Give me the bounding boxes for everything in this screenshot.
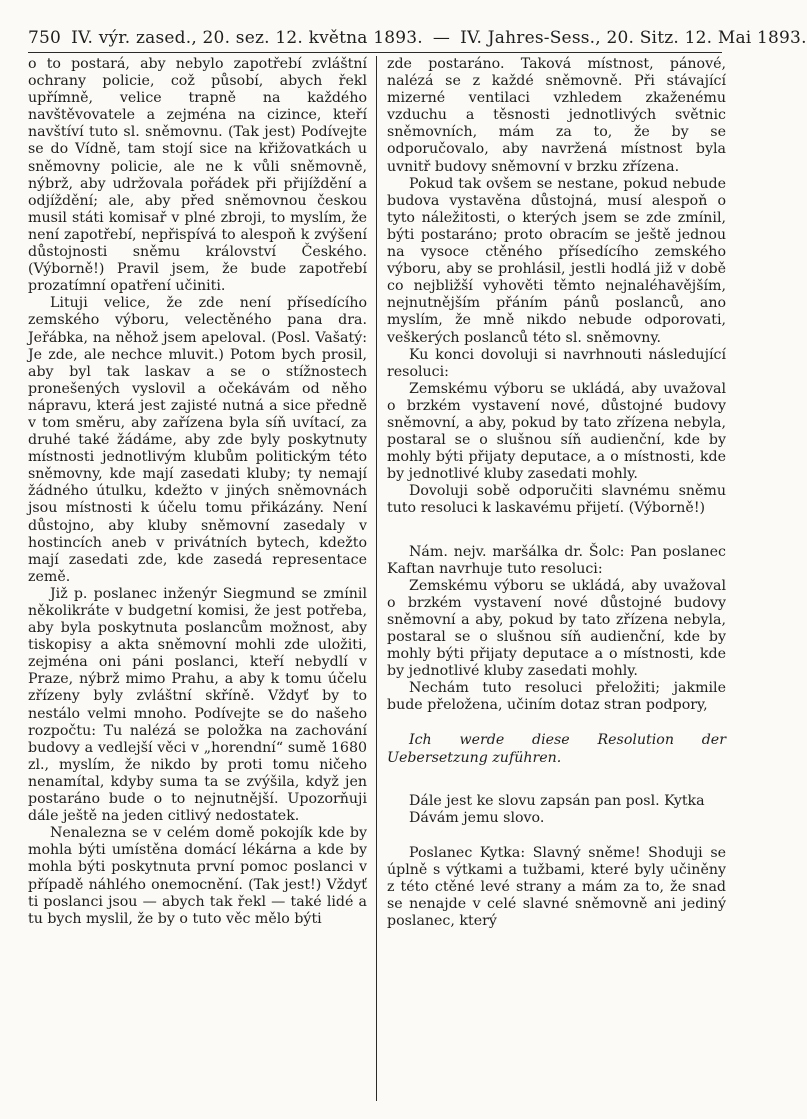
header-german-ref: IV. Jahres-Sess., 20. Sitz. 12. Mai 1893. <box>460 28 807 48</box>
header-czech-ref: IV. výr. zased., 20. sez. 12. května 1893. <box>71 28 423 48</box>
spacer <box>387 827 726 845</box>
paragraph: Lituji velice, že zde není přísedícího zemského výboru, velectěného pana dra. Jeřábka, na něhož jsem apeloval. (Posl. Vašatý: Je zde, ale nechce mluvit.) Potom bych prosil, aby byl tak laskav a se o stížnostech pronešených vyslovil a očekávám od něho nápravu, která jest zajisté nutná a sice předně v tom směru, aby zařízena byla síň uvítací, za druhé také žádáme, aby zde byly poskytnuty místnosti jednotlivým klubům politickým této sněmovny, kde mají zasedati kluby; ty nemají žádného útulku, kdežto v jiných sněmovnách jsou místnosti k účelu tomu přikázány. Není důstojno, aby kluby sněmovní zasedaly v hostincích aneb v privátních bytech, kdežto mají zasedati zde, kde zasedá representace země. <box>28 295 367 585</box>
german-sentence: Ich werde diese Resolution der Uebersetzung zuführen. <box>387 732 726 766</box>
paragraph: Ku konci dovoluji si navrhnouti následující resoluci: <box>387 346 726 380</box>
right-column <box>377 56 726 1101</box>
text-columns <box>28 56 726 1101</box>
paragraph: Dále jest ke slovu zapsán pan posl. Kytka <box>409 792 705 809</box>
paragraph: Již p. poslanec inženýr Siegmund se zmínil několikráte v budgetní komisi, že jest potřeba, aby byla poskytnuta poslancům možnost, aby tiskopisy a akta sněmovní mohli zde uložiti, zejména oni páni poslanci, kteří nebydlí v Praze, nýbrž mimo Prahu, a aby k tomu účelu zřízeny byly zvláštní skříně. Vždyť by to nestálo velmi mnoho. Podívejte se do našeho rozpočtu: Tu nalézá se položka na zachování budovy a vedlejší věci v „horendní“ sumě 1680 zl., myslím, že nikdo by proti tomu ničeho nenamítal, kdyby suma ta se zvýšila, když jen postaráno bude o to nejnutnější. Upozorňuji dále ještě na jeden citlivý nedostatek. <box>28 585 367 825</box>
page-header <box>28 14 807 53</box>
paragraph: Nechám tuto resoluci přeložiti; jakmile bude přeložena, učiním dotaz stran podpory, <box>387 680 726 714</box>
paragraph: o to postará, aby nebylo zapotřebí zvláštní ochrany policie, což působí, abych řekl upřímně, velice trapně na každého navštěvovatele a zejména na cizince, kteří navštíví tuto sl. sněmovnu. (Tak jest) Podívejte se do Vídně, tam stojí sice na křižovatkách u sněmovny policie, ale ne k vůli sněmovně, nýbrž, aby udržovala pořádek při přijíždění a odjíždění; ale, aby před sněmovnou českou musil státi komisař v plné zbroji, to myslím, že není zapotřebí, nepřispívá to alespoň k zvýšení důstojnosti sněmu království Českého. (Výborně!) Pravil jsem, že bude zapotřebí prozatímní opatření učiniti. <box>28 56 367 295</box>
paragraph: Nenalezna se v celém domě pokojík kde by mohla býti umístěna domácí lékárna a kde by mohla býti poskytnuta první pomoc poslanci v případě náhlého onemocnění. (Tak jest!) Vždyť ti poslanci jsou — abych tak řekl — také lidé a tu bych myslil, že by o tuto věc mělo býti <box>28 825 367 927</box>
page-number: 750 <box>28 28 62 48</box>
speaker-paragraph: Poslanec Kytka: Slavný sněme! Shoduji se úplně s výtkami a tužbami, které byly učiněny z této ctěné levé strany a mám za to, že snad se nenajde v celé slavné sněmovně ani jediný poslanec, který <box>387 844 726 930</box>
resolution-text: Zemskému výboru se ukládá, aby uvažoval o brzkém vystavení nové, důstojné budovy sněmovní, a aby, pokud by tato zřízena nebyla, postaral se o slušnou síň audienční, kde by mohly býti přijaty deputace, a o místnosti, kde by jednotlivé kluby zasedati mohly. <box>387 380 726 483</box>
spacer <box>387 714 726 732</box>
spacer <box>387 767 726 793</box>
paragraph: Dovoluji sobě odporučiti slavnému sněmu tuto resoluci k laskavému přijetí. (Výborně!) <box>387 483 726 517</box>
left-column <box>28 56 376 1101</box>
resolution-text: Zemskému výboru se ukládá, aby uvažoval o brzkém vystavení nové důstojné budovy sněmovní a aby, pokud by tato zřízena nebyla, postaral se o slušnou síň audienční, kde by mohly býti přijaty deputace a o místnosti, kde by jednotlivé kluby zasedati mohly. <box>387 577 726 680</box>
paragraph: Pokud tak ovšem se nestane, pokud nebude budova vystavěna důstojná, musí alespoň o tyto náležitosti, o kterých jsem se zde zmínil, býti postaráno; proto obracím se ještě jednou na vysoce ctěného přísedícího zemského výboru, aby se prohlásil, jestli hodlá již v době co nejbližší vyhověti těmto nejnaléhavějším, nejnutnějším přáním pánů poslanců, ano myslím, že mně nikdo nebude odporovati, veškerých poslanců této sl. sněmovny. <box>387 175 726 346</box>
paragraph: Dávám jemu slovo. <box>409 809 545 826</box>
paragraph: zde postaráno. Taková místnost, pánové, nalézá se z každé sněmovně. Při stávající mizerné ventilaci vzhledem zkaženému vzduchu a těsnosti jednotlivých světnic sněmovních, mám za to, že by se odporučovalo, aby navržená místnost byla uvnitř budovy sněmovní v brzku zřízena. <box>387 56 726 175</box>
header-dash: — <box>432 28 451 48</box>
spacer <box>387 518 726 544</box>
speaker-paragraph: Nám. nejv. maršálka dr. Šolc: Pan poslanec Kaftan navrhuje tuto resoluci: <box>387 543 726 577</box>
